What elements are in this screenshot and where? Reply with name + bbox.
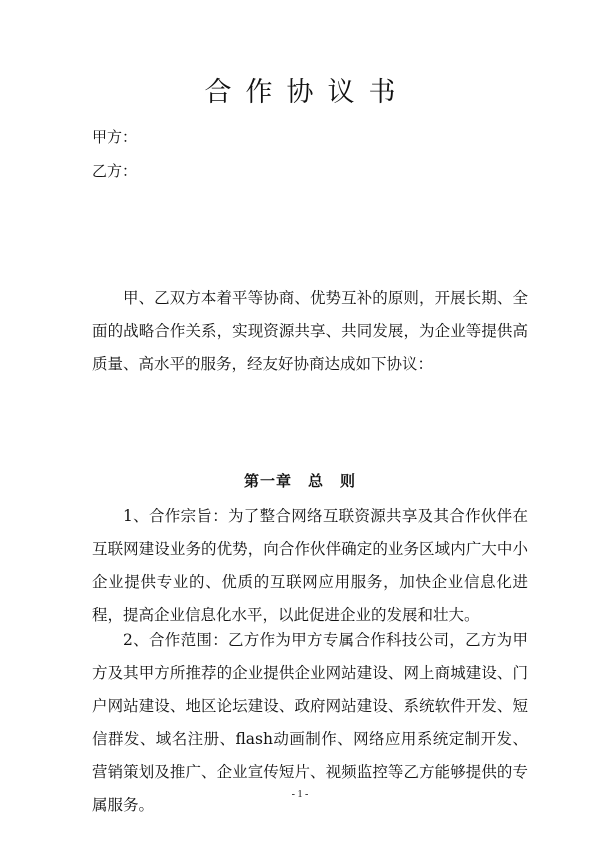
chapter-heading: 第一章 总 则 [243, 472, 356, 490]
page-number: - 1 - [291, 789, 309, 800]
article-1-paragraph: 1、合作宗旨：为了整合网络互联资源共享及其合作伙伴在互联网建设业务的优势，向合作伙伴确定的业务区域内广大中小企业提供专业的、优质的互联网应用服务，加快企业信息化进程，提高企业信息化水平，以此促进企业的发展和壮大。 [92, 507, 528, 624]
intro-paragraph: 甲、乙双方本着平等协商、优势互补的原则，开展长期、全面的战略合作关系，实现资源共享、共同发展，为企业等提供高质量、高水平的服务，经友好协商达成如下协议： [92, 289, 528, 373]
document-title: 合作协议书 [204, 77, 410, 108]
article-2-paragraph: 2、合作范围：乙方作为甲方专属合作科技公司，乙方为甲方及其甲方所推荐的企业提供企业网站建设、网上商城建设、门户网站建设、地区论坛建设、政府网站建设、系统软件开发、短信群发、域名注册、flash动画制作、网络应用系统定制开发、营销策划及推广、企业宣传短片、视频监控等乙方能够提供的专属服务。 [92, 631, 528, 814]
party-a-label: 甲方： [92, 128, 138, 146]
party-b-label: 乙方： [92, 162, 138, 180]
